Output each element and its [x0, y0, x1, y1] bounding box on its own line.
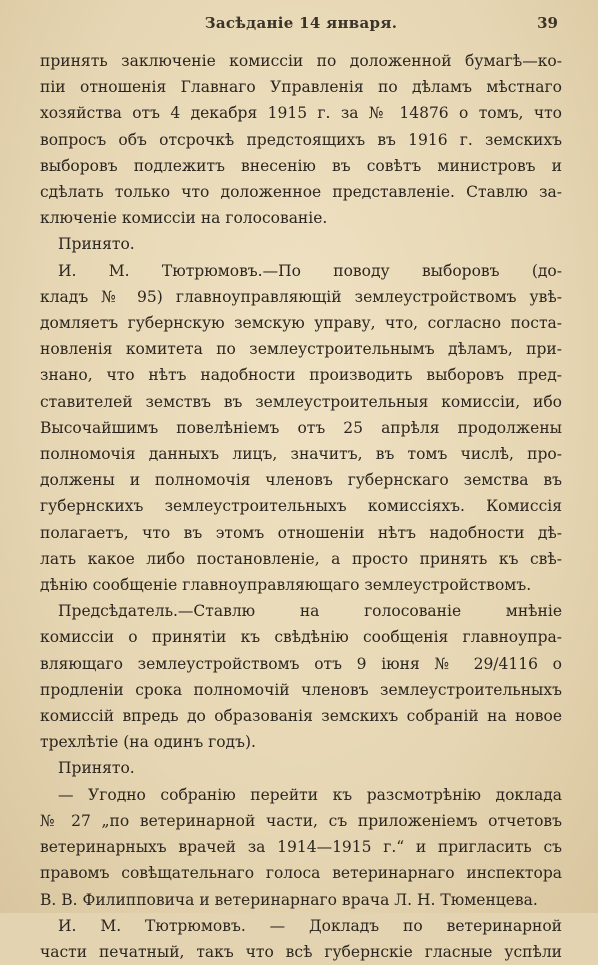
- text-line: Высочайшимъ повелѣніемъ отъ 25 апрѣля продолжены: [40, 418, 562, 437]
- text-line: кладъ № 95) главноуправляющій землеустройствомъ увѣ-: [40, 287, 562, 306]
- page-number: 39: [537, 14, 558, 32]
- text-line: трехлѣтіе (на одинъ годъ).: [40, 733, 256, 752]
- text-line: принять заключеніе комиссіи по доложенной бумагѣ—ко-: [40, 52, 562, 70]
- text-line: И. М. Тютрюмовъ. — Докладъ по ветеринарной: [58, 916, 562, 935]
- text-line: Предсѣдатель.—Ставлю на голосованіе мнѣніе: [58, 602, 562, 621]
- page-header: [40, 14, 562, 42]
- text-line: хозяйства отъ 4 декабря 1915 г. за № 14876 о томъ, что: [40, 104, 562, 123]
- text-line: комиссій впредь до образованія земскихъ собраній на новое: [40, 707, 562, 726]
- text-line: домляетъ губернскую земскую управу, что, согласно поста-: [40, 314, 562, 333]
- text-line: полагаетъ, что въ этомъ отношеніи нѣтъ надобности дѣ-: [40, 523, 562, 542]
- text-line: Принято.: [58, 235, 135, 254]
- text-line: Принято.: [58, 759, 135, 778]
- text-line: правомъ совѣщательнаго голоса ветеринарнаго инспектора: [40, 864, 562, 883]
- text-line: части печатный, такъ что всѣ губернскіе гласные успѣли: [40, 942, 562, 961]
- text-line: должены и полномочія членовъ губернскаго земства въ: [40, 471, 562, 490]
- text-line: новленія комитета по землеустроительнымъ дѣламъ, при-: [40, 340, 562, 359]
- text-line: губернскихъ землеустроительныхъ комиссіяхъ. Комиссія: [40, 497, 562, 516]
- text-line: піи отношенія Главнаго Управленія по дѣламъ мѣстнаго: [40, 78, 562, 97]
- running-head: Засѣданіе 14 января.: [204, 14, 398, 32]
- text-line: ставителей земствъ въ землеустроительныя комиссіи, ибо: [40, 392, 562, 411]
- text-line: ключеніе комиссіи на голосованіе.: [40, 209, 328, 228]
- text-line: полномочія данныхъ лицъ, значитъ, въ томъ числѣ, про-: [40, 445, 562, 464]
- body-text: [40, 48, 562, 965]
- text-line: № 27 „по ветеринарной части, съ приложеніемъ отчетовъ: [40, 811, 562, 830]
- text-line: И. М. Тютрюмовъ.—По поводу выборовъ (до-: [58, 261, 562, 280]
- text-line: дѣнію сообщеніе главноуправляющаго землеустройствомъ.: [40, 576, 532, 595]
- text-line: выборовъ подлежитъ внесенію въ совѣтъ министровъ и: [40, 156, 562, 175]
- text-line: В. В. Филипповича и ветеринарнаго врача Л. Н. Тюменцева.: [40, 890, 538, 909]
- text-line: вопросъ объ отсрочкѣ предстоящихъ въ 1916 г. земскихъ: [40, 130, 562, 149]
- text-line: — Угодно собранію перейти къ разсмотрѣнію доклада: [58, 785, 562, 804]
- text-line: ветеринарныхъ врачей за 1914—1915 г.“ и пригласить съ: [40, 838, 562, 857]
- text-line: знано, что нѣтъ надобности производить выборовъ пред-: [40, 366, 562, 385]
- text-line: лать какое либо постановленіе, а просто принять къ свѣ-: [40, 549, 562, 568]
- text-line: комиссіи о принятіи къ свѣдѣнію сообщенія главноупра-: [40, 628, 562, 647]
- text-line: продленіи срока полномочій членовъ землеустроительныхъ: [40, 680, 562, 699]
- text-line: вляющаго землеустройствомъ отъ 9 іюня № 29/4116 о: [40, 654, 562, 673]
- text-line: сдѣлать только что доложенное представленіе. Ставлю за-: [40, 183, 562, 202]
